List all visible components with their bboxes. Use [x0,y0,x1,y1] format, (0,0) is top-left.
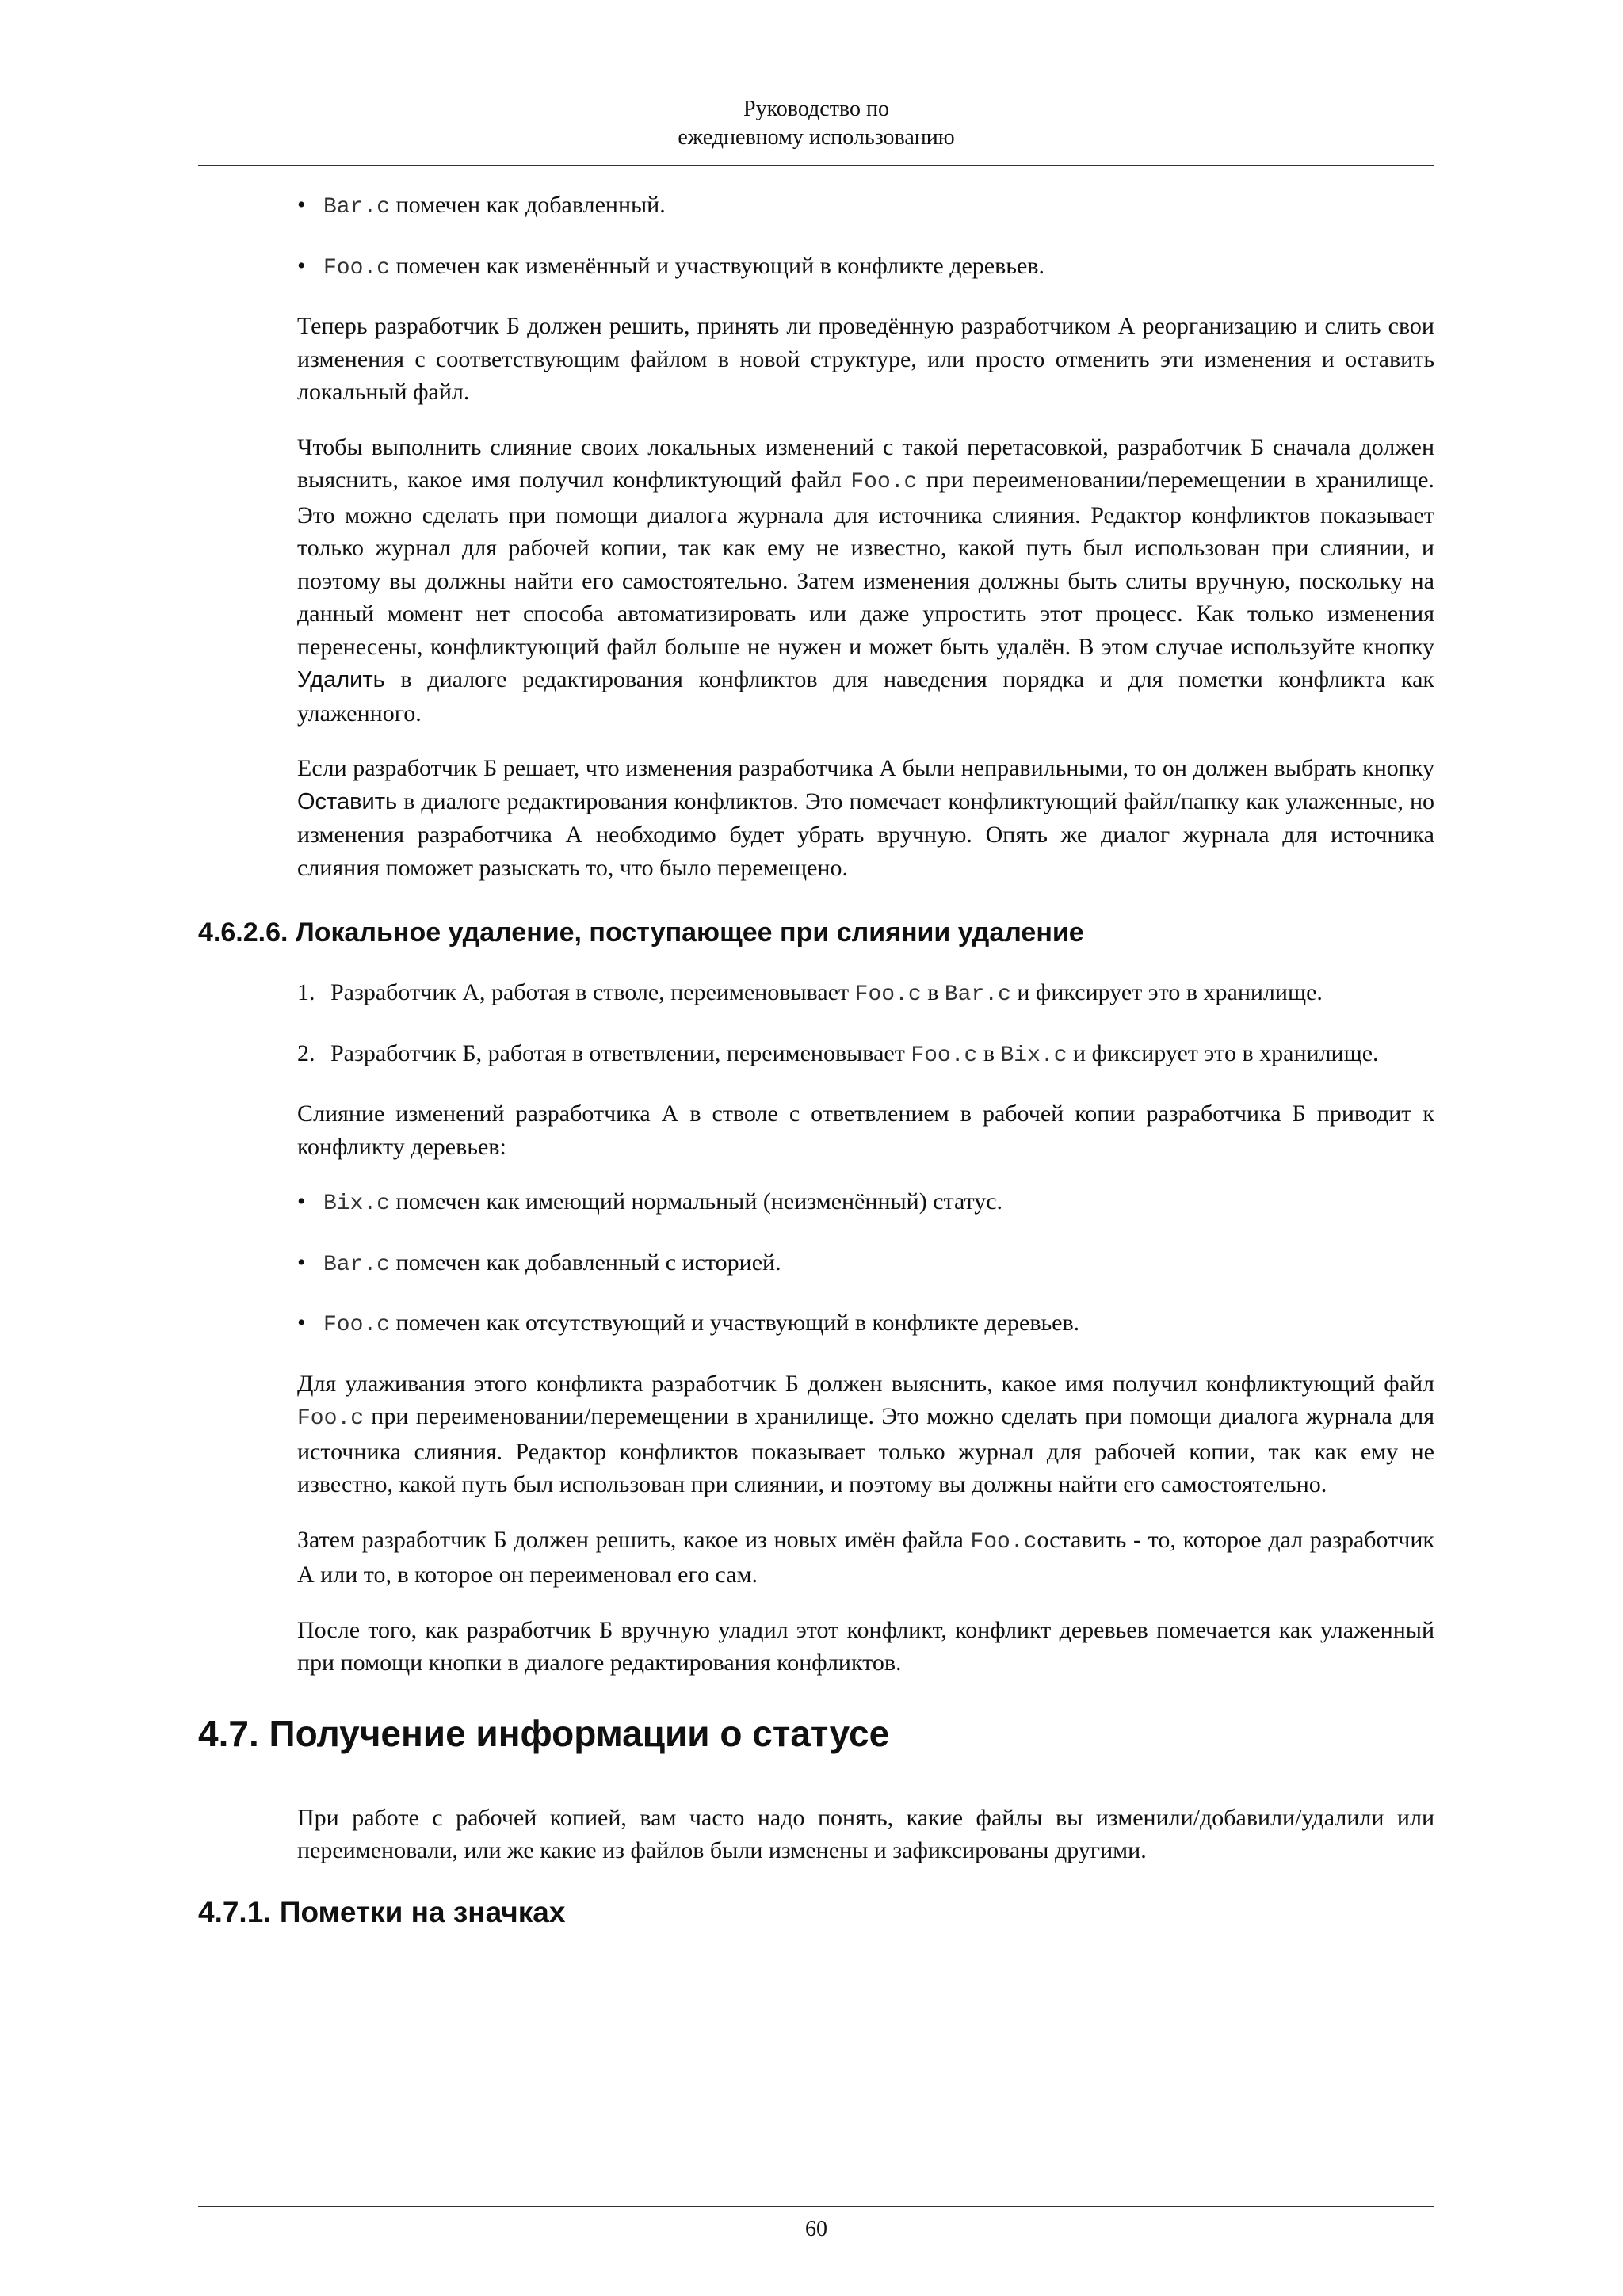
code-filename: Foo.c [911,1043,978,1068]
code-filename: Foo.c [297,1406,365,1431]
list-item: 2. Разработчик Б, работая в ответвлении, переименовывает Foo.c в Bix.c и фиксирует это в хранилище. [297,1039,1379,1068]
section-4-7 [297,1802,1434,1867]
footer-rule [198,2206,1434,2207]
code-filename: Foo.c [323,255,391,280]
list-item: • Bar.c помечен как добавленный с историей. [297,1246,1434,1282]
paragraph: Для улаживания этого конфликта разработчик Б должен выяснить, какое имя получил конфликтующий файл Foo.c при переименовании/перемещении в хранилище. Это можно сделать при помощи диалога журнала для источника слияния. Редактор конфликтов показывает только журнал для рабочей копии, так как ему не известно, какой путь был использован при слиянии, и поэтому вы должны найти его самостоятельно. [297,1370,1434,1497]
paragraph: После того, как разработчик Б вручную уладил этот конфликт, конфликт деревьев помечается как улаженный при помощи кнопки в диалоге редактирования конфликтов. [297,1616,1434,1676]
paragraph: Если разработчик Б решает, что изменения разработчика А были неправильными, то он должен выбрать кнопку Оставить в диалоге редактирования конфликтов. Это помечает конфликтующий файл/папку как улаженные, но изменения разработчика А необходимо будет убрать вручную. Опять же диалог журнала для источника слияния поможет разыскать то, что было перемещено. [297,755,1434,881]
section-heading-4-7: 4.7. Получение информации о статусе [198,1712,890,1754]
paragraph: Чтобы выполнить слияние своих локальных изменений с такой перетасовкой, разработчик Б сначала должен выяснить, какое имя получил конфликтующий файл Foo.c при переименовании/перемещении в хранилище. Это можно сделать при помощи диалога журнала для источника слияния. Редактор конфликтов показывает только журнал для рабочей копии, так как ему не известно, какой путь был использован при слиянии, и поэтому вы должны найти его самостоятельно. Затем изменения должны быть слиты вручную, поскольку на данный момент нет способа автоматизировать или даже упростить этот процесс. Как только изменения перенесены, конфликтующий файл больше не нужен и может быть удалён. В этом случае используйте кнопку Удалить в диалоге редактирования конфликтов для наведения порядка и для пометки конфликта как улаженного. [297,433,1434,727]
page-number: 60 [805,2217,827,2241]
running-header [198,95,1434,152]
list-item-text: помечен как изменённый и участвующий в конфликте деревьев. [390,252,1044,279]
list-item [297,250,1434,285]
code-filename: Foo.c [854,982,922,1007]
paragraph: При работе с рабочей копией, вам часто надо понять, какие файлы вы изменили/добавили/удалили или переименовали, или же какие из файлов были изменены и зафиксированы другими. [297,1804,1434,1863]
running-header-line-1: Руководство по [743,97,889,121]
code-filename: Foo.c [323,1313,391,1337]
bullet-list [297,1185,1434,1342]
page-body [198,189,1434,1931]
section-heading-4-6-2-6: 4.6.2.6. Локальное удаление, поступающее при слиянии удаление [198,917,1084,948]
code-filename: Bar.c [944,982,1011,1007]
running-header-line-2: ежедневному использованию [678,125,955,150]
section-4-6-2-6 [297,976,1434,1680]
code-filename: Bar.c [323,195,391,219]
list-item [297,189,1434,224]
gui-label-keep: Оставить [297,788,398,814]
code-filename: Bix.c [1000,1043,1067,1068]
header-rule [198,165,1434,166]
list-item: • Foo.c помечен как отсутствующий и участвующий в конфликте деревьев. [297,1306,1434,1342]
list-item-text: помечен как добавленный. [390,192,666,218]
list-item: • Bix.c помечен как имеющий нормальный (неизменённый) статус. [297,1185,1434,1221]
bullet-list [297,189,1434,284]
code-filename: Bix.c [323,1192,391,1216]
paragraph: Теперь разработчик Б должен решить, принять ли проведённую разработчиком А реорганизацию и слить свои изменения с соответствующим файлом в новой структуре, или просто отменить эти изменения и оставить локальный файл. [297,313,1434,405]
numbered-list [297,976,1434,1072]
list-item: 1. Разработчик А, работая в стволе, переименовывает Foo.c в Bar.c и фиксирует это в хранилище. [297,979,1323,1007]
code-filename: Foo.c [850,470,918,494]
section-a [297,189,1434,884]
code-filename: Foo.c [970,1529,1037,1554]
paragraph: Слияние изменений разработчика А в стволе с ответвлением в рабочей копии разработчика Б приводит к конфликту деревьев: [297,1100,1434,1160]
section-heading-4-7-1: 4.7.1. Пометки на значках [198,1895,566,1928]
paragraph: Затем разработчик Б должен решить, какое из новых имён файла Foo.cоставить - то, которое дал разработчик А или то, в которое он переименовал его сам. [297,1526,1434,1588]
gui-label-delete: Удалить [297,667,385,692]
code-filename: Bar.c [323,1252,391,1277]
